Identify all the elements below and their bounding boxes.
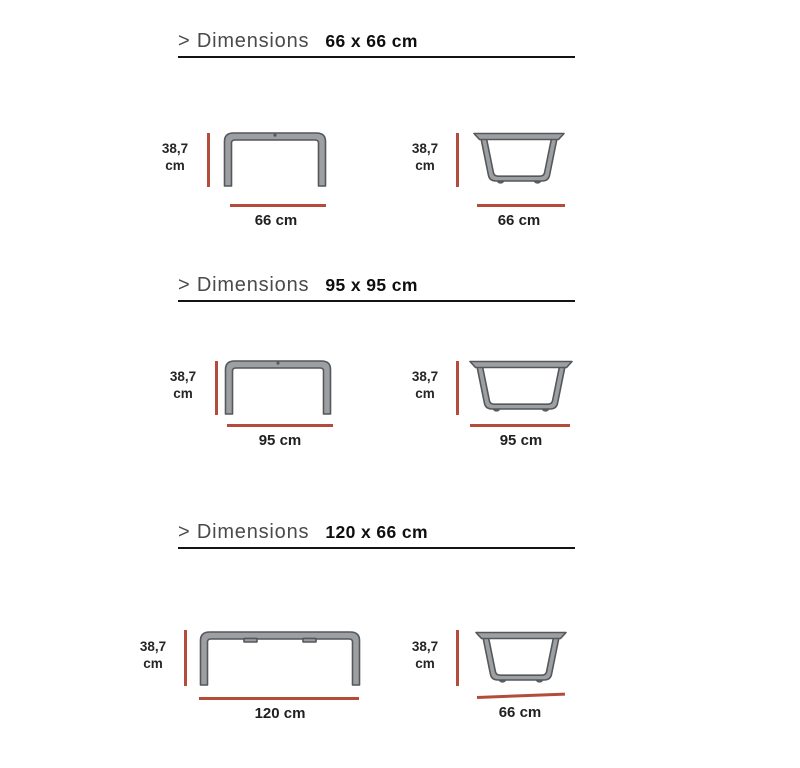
heading-prefix: > Dimensions (178, 30, 310, 52)
height-dimension-line (456, 630, 459, 686)
width-label: 66 cm (498, 704, 542, 721)
height-label: 38,7 cm (169, 369, 197, 401)
height-label: 38,7 cm (411, 369, 439, 401)
table-front-view-drawing (221, 129, 329, 189)
table-front-view-drawing (222, 357, 334, 417)
height-dimension-line (456, 133, 459, 187)
height-dimension-line (456, 361, 459, 415)
height-label: 38,7 cm (411, 639, 439, 671)
table-side-view-drawing (474, 628, 568, 688)
width-label: 66 cm (254, 212, 298, 229)
height-label: 38,7 cm (139, 639, 167, 671)
width-dimension-line (230, 204, 326, 207)
width-label: 66 cm (497, 212, 541, 229)
width-dimension-line (199, 697, 359, 700)
heading-prefix: > Dimensions (178, 521, 310, 543)
section-heading-95x95 (178, 274, 575, 302)
width-label: 120 cm (254, 705, 306, 722)
table-side-view-drawing (472, 129, 566, 189)
heading-prefix: > Dimensions (178, 274, 310, 296)
heading-size: 66 x 66 cm (325, 31, 418, 51)
height-dimension-line (215, 361, 218, 415)
section-heading-66x66 (178, 30, 575, 58)
height-label: 38,7 cm (161, 141, 189, 173)
height-label: 38,7 cm (411, 141, 439, 173)
table-front-view-drawing (197, 628, 363, 688)
width-dimension-line (227, 424, 333, 427)
width-label: 95 cm (499, 432, 543, 449)
width-label: 95 cm (258, 432, 302, 449)
width-dimension-line (477, 204, 565, 207)
table-side-view-drawing (468, 357, 574, 417)
heading-size: 120 x 66 cm (325, 522, 429, 542)
height-dimension-line (184, 630, 187, 686)
height-dimension-line (207, 133, 210, 187)
width-dimension-line (477, 693, 565, 699)
section-heading-120x66 (178, 521, 575, 549)
heading-size: 95 x 95 cm (325, 275, 418, 295)
width-dimension-line (470, 424, 570, 427)
